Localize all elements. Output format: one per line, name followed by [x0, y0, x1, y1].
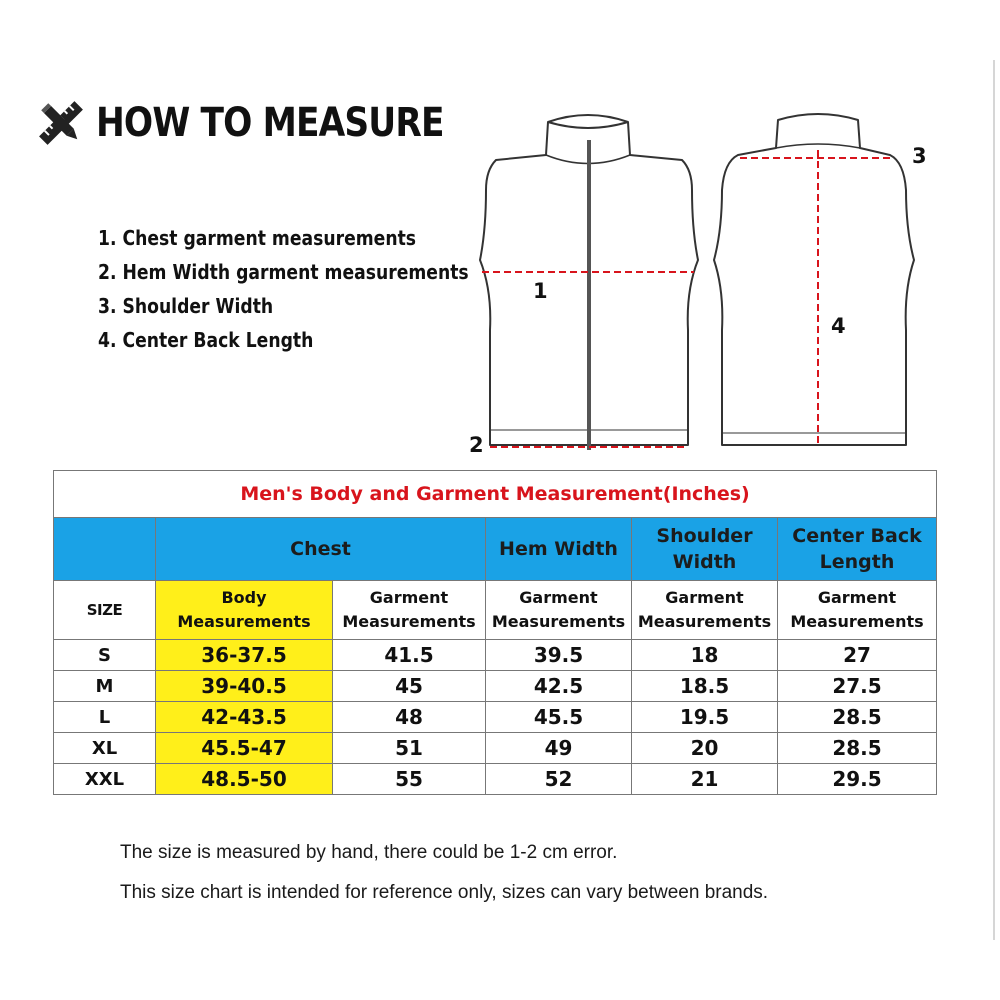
garment-chest-cell: 48	[333, 702, 486, 733]
body-chest-cell: 39-40.5	[156, 671, 333, 702]
size-cell: XXL	[54, 764, 156, 795]
size-cell: L	[54, 702, 156, 733]
shoulder-width-cell: 20	[632, 733, 778, 764]
back-length-cell: 27.5	[778, 671, 937, 702]
marker-2: 2	[469, 433, 484, 457]
body-chest-cell: 42-43.5	[156, 702, 333, 733]
hem-width-cell: 39.5	[486, 640, 632, 671]
header-center-back-length: Center Back Length	[778, 518, 937, 581]
marker-4: 4	[831, 314, 846, 338]
table-title: Men's Body and Garment Measurement(Inches)	[54, 471, 937, 518]
back-length-cell: 29.5	[778, 764, 937, 795]
header-chest: Chest	[156, 518, 486, 581]
shoulder-width-cell: 21	[632, 764, 778, 795]
size-cell: XL	[54, 733, 156, 764]
table-row	[54, 671, 937, 702]
page-header	[36, 98, 500, 148]
subheader-body-measurements: Body Measurements	[156, 581, 333, 640]
shoulder-width-cell: 18.5	[632, 671, 778, 702]
note-measurement-error: The size is measured by hand, there could be 1-2 cm error.	[120, 842, 618, 863]
hem-width-cell: 52	[486, 764, 632, 795]
legend-item-hem: 2. Hem Width garment measurements	[98, 260, 469, 284]
table-row	[54, 733, 937, 764]
back-length-cell: 28.5	[778, 702, 937, 733]
subheader-hem-garment: Garment Measurements	[486, 581, 632, 640]
back-vest	[714, 114, 914, 445]
garment-chest-cell: 51	[333, 733, 486, 764]
subheader-shoulder-garment: Garment Measurements	[632, 581, 778, 640]
header-shoulder-width: Shoulder Width	[632, 518, 778, 581]
back-length-cell: 28.5	[778, 733, 937, 764]
table-row	[54, 702, 937, 733]
shoulder-width-cell: 19.5	[632, 702, 778, 733]
garment-chest-cell: 55	[333, 764, 486, 795]
legend-item-back-length: 4. Center Back Length	[98, 328, 314, 352]
table-row	[54, 764, 937, 795]
subheader-chest-garment: Garment Measurements	[333, 581, 486, 640]
size-notes	[120, 836, 768, 916]
shoulder-width-cell: 18	[632, 640, 778, 671]
size-cell: S	[54, 640, 156, 671]
garment-chest-cell: 45	[333, 671, 486, 702]
ruler-pencil-icon	[36, 98, 86, 148]
note-reference-only: This size chart is intended for reference only, sizes can vary between brands.	[120, 882, 769, 903]
subheader-size: SIZE	[54, 581, 156, 640]
legend-item-chest: 1. Chest garment measurements	[98, 226, 417, 250]
header-hem-width: Hem Width	[486, 518, 632, 581]
size-chart-table	[53, 470, 937, 795]
body-chest-cell: 45.5-47	[156, 733, 333, 764]
table-row	[54, 640, 937, 671]
body-chest-cell: 48.5-50	[156, 764, 333, 795]
hem-width-cell: 49	[486, 733, 632, 764]
page-title: HOW TO MEASURE	[96, 100, 444, 146]
marker-3: 3	[912, 144, 927, 168]
marker-1: 1	[533, 279, 548, 303]
hem-width-cell: 42.5	[486, 671, 632, 702]
subheader-back-garment: Garment Measurements	[778, 581, 937, 640]
body-chest-cell: 36-37.5	[156, 640, 333, 671]
garment-chest-cell: 41.5	[333, 640, 486, 671]
hem-width-cell: 45.5	[486, 702, 632, 733]
back-length-cell: 27	[778, 640, 937, 671]
legend-item-shoulder: 3. Shoulder Width	[98, 294, 274, 318]
header-blank-cell	[54, 518, 156, 581]
page-edge-line	[993, 60, 995, 940]
size-cell: M	[54, 671, 156, 702]
vest-diagram	[460, 100, 940, 470]
